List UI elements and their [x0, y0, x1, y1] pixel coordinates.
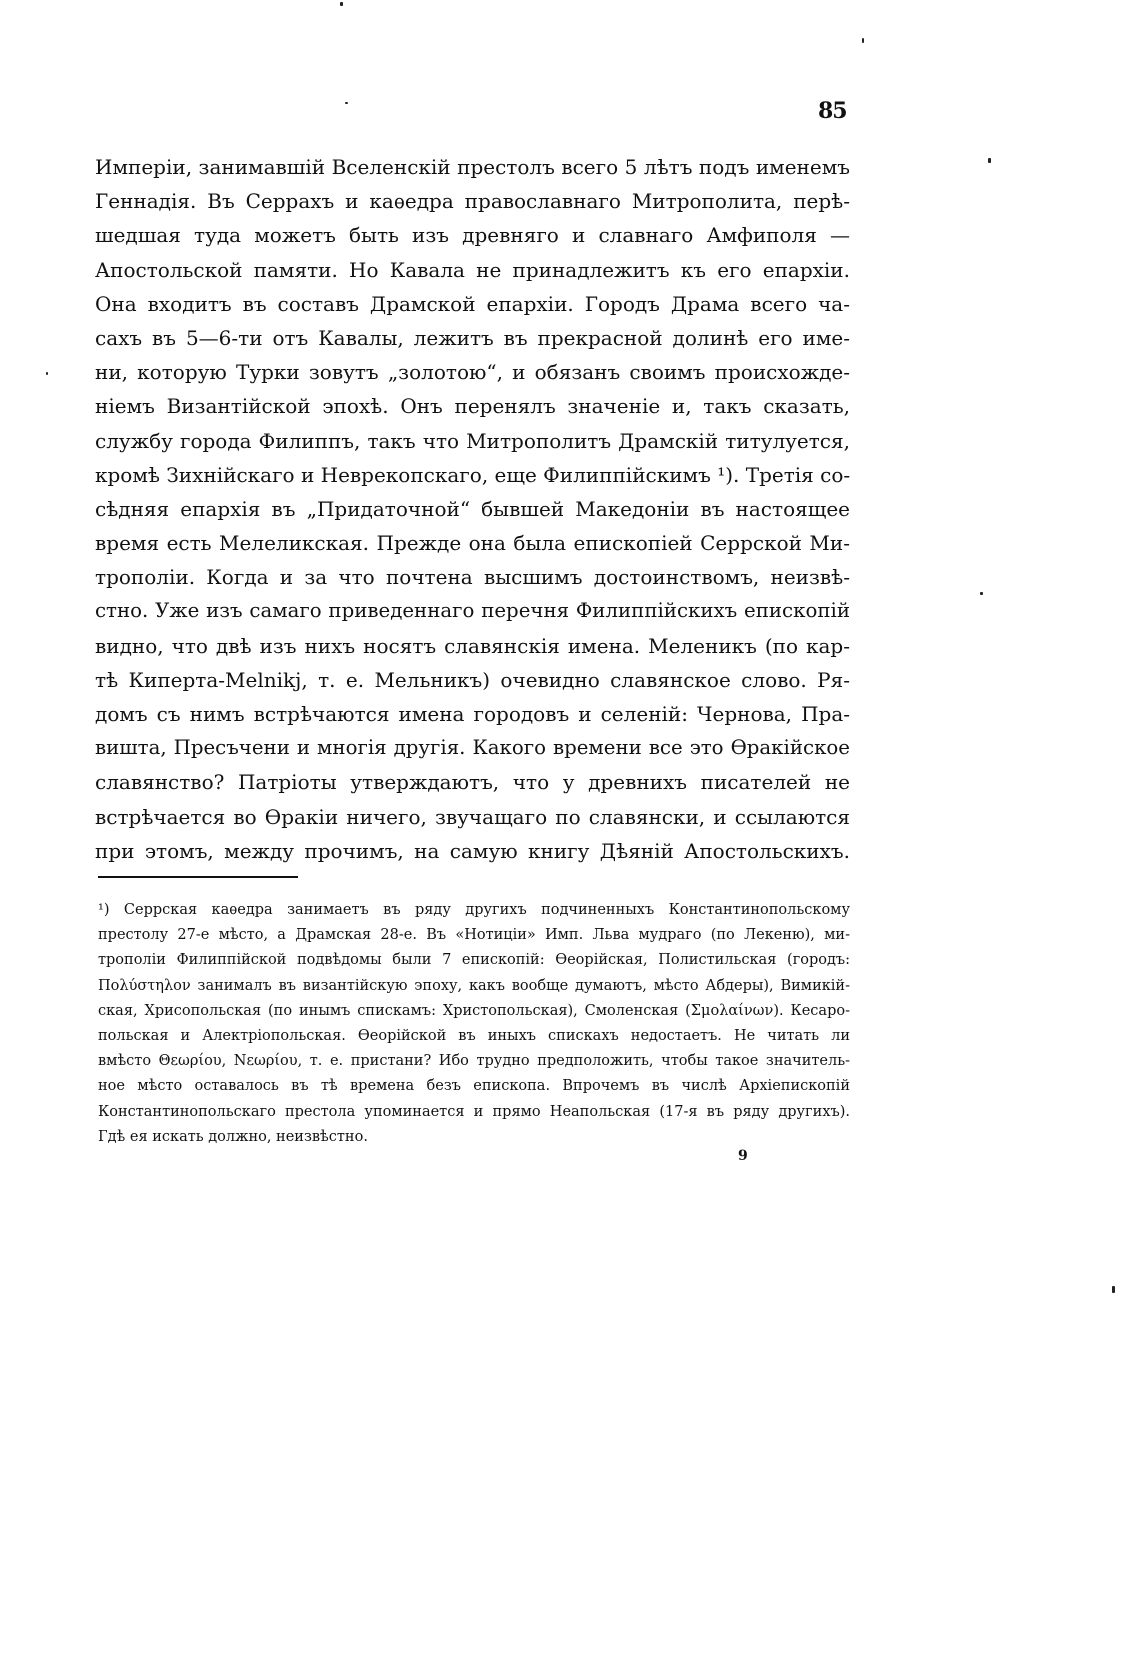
text-line: Она входитъ въ составъ Драмской епархіи. Городъ Драма всего ча- — [95, 291, 850, 316]
scan-speck — [345, 102, 348, 104]
signature-mark: 9 — [738, 1148, 748, 1164]
scan-speck — [988, 158, 991, 163]
footnote-line: Πολύστηλον занималъ въ византійскую эпоху, какъ вообще думаютъ, мѣсто Абдеры), Вимикій- — [98, 977, 850, 994]
footnote — [98, 898, 850, 1150]
text-line: при этомъ, между прочимъ, на самую книгу Дѣяній Апостольскихъ. — [95, 838, 850, 863]
scan-speck — [340, 2, 343, 6]
footnote-line: ное мѣсто оставалось въ тѣ времена безъ епископа. Впрочемъ въ числѣ Архіепископій — [98, 1078, 850, 1095]
text-line: ніемъ Византійской эпохѣ. Онъ перенялъ значеніе и, такъ сказать, — [95, 394, 850, 419]
scan-speck — [1112, 1286, 1115, 1293]
text-line: Апостольской памяти. Но Кавала не принадлежитъ къ его епархіи. — [95, 257, 850, 282]
text-line: время есть Мелеликская. Прежде она была епископіей Серрской Ми- — [95, 531, 850, 556]
main-text-body — [95, 150, 850, 868]
footnote-line: ¹) Серрская каѳедра занимаетъ въ ряду другихъ подчиненныхъ Константинопольскому — [98, 902, 850, 918]
footnote-line: Константинопольскаго престола упоминается и прямо Неапольская (17-я въ ряду другихъ). — [98, 1103, 850, 1120]
footnote-separator-rule — [98, 876, 298, 878]
page-number: 85 — [818, 98, 847, 124]
text-line: стно. Уже изъ самаго приведеннаго перечня Филиппійскихъ епископій — [95, 599, 850, 623]
text-line: Геннадія. Въ Серрахъ и каѳедра православнаго Митрополита, перѣ- — [95, 189, 850, 214]
text-line: домъ съ нимъ встрѣчаются имена городовъ и селеній: Чернова, Пра- — [95, 702, 850, 726]
text-line: славянство? Патріоты утверждаютъ, что у древнихъ писателей не — [95, 770, 850, 795]
text-line: Имперіи, занимавшій Вселенскій престолъ всего 5 лѣтъ подъ именемъ — [95, 155, 850, 179]
text-line: видно, что двѣ изъ нихъ носятъ славянскія имена. Меленикъ (по кар- — [95, 633, 850, 658]
scan-speck — [980, 592, 983, 595]
text-line: ни, которую Турки зовутъ „золотою“, и обязанъ своимъ происхожде- — [95, 360, 850, 385]
scan-speck — [46, 372, 48, 375]
text-line: службу города Филиппъ, такъ что Митрополитъ Драмскій титулуется, — [95, 428, 850, 453]
scan-speck — [862, 38, 864, 43]
text-line: сѣдняя епархія въ „Придаточной“ бывшей Македоніи въ настоящее — [95, 496, 850, 521]
footnote-line: польская и Алектріопольская. Ѳеорійской въ иныхъ спискахъ недостаетъ. Не читать ли — [98, 1027, 850, 1044]
footnote-line: престолу 27-е мѣсто, а Драмская 28-е. Въ «Нотиціи» Имп. Льва мудраго (по Лекеню), ми- — [98, 927, 850, 944]
footnote-line: вмѣсто Θεωρίου, Νεωρίου, т. е. пристани? Ибо трудно предположить, чтобы такое значитель- — [98, 1053, 850, 1070]
text-line: встрѣчается во Ѳракіи ничего, звучащаго по славянски, и ссылаются — [95, 804, 850, 829]
text-line: шедшая туда можетъ быть изъ древняго и славнаго Амфиполя — — [95, 223, 850, 248]
footnote-line: ская, Хрисопольская (по инымъ спискамъ: Христопольская), Смоленская (Σμολαίνων). Кесаро- — [98, 1002, 850, 1019]
text-line: трополіи. Когда и за что почтена высшимъ достоинствомъ, неизвѣ- — [95, 565, 850, 590]
footnote-line: трополіи Филиппійской подвѣдомы были 7 епископій: Ѳеорійская, Полистильская (городъ: — [98, 952, 850, 969]
text-line: тѣ Киперта-Melnikj, т. е. Мельникъ) очевидно славянское слово. Ря- — [95, 667, 850, 692]
text-line: сахъ въ 5—6-ти отъ Кавалы, лежитъ въ прекрасной долинѣ его име- — [95, 325, 850, 350]
text-line: кромѣ Зихнійскаго и Неврекопскаго, еще Филиппійскимъ ¹). Третія со- — [95, 462, 851, 487]
footnote-line: Гдѣ ея искать должно, неизвѣстно. — [98, 1128, 368, 1145]
text-line: вишта, Пресъчени и многія другія. Какого времени все это Ѳракійское — [95, 736, 850, 760]
